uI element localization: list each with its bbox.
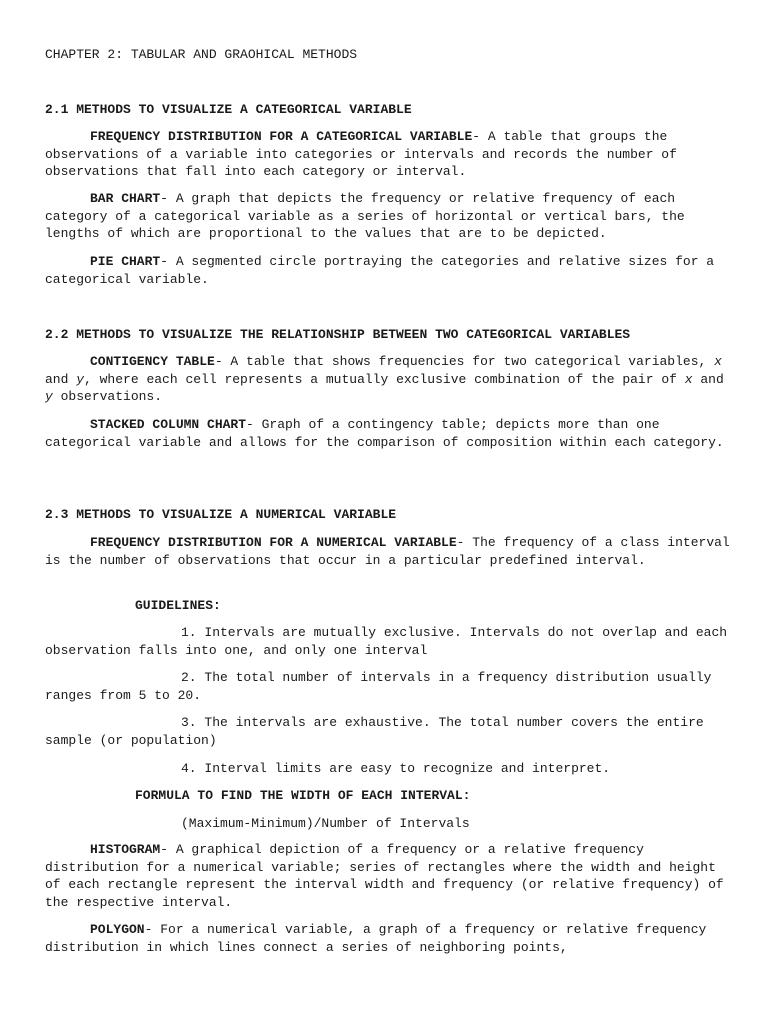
definition-contingency-table-part-2: , where each cell represents a mutually exclusive combination of the pair of [84, 371, 685, 387]
guideline-text-1: 1. Intervals are mutually exclusive. Intervals do not overlap and each observation falls into one, and only one interval [45, 625, 728, 658]
formula-label: FORMULA TO FIND THE WIDTH OF EACH INTERVAL: [135, 788, 471, 803]
definition-stacked-column-chart: - Graph of a contingency table; depicts more than one categorical variable and allows for the comparison of composition within each category. [45, 417, 724, 450]
term-frequency-distribution-categorical: FREQUENCY DISTRIBUTION FOR A CATEGORICAL VARIABLE [90, 129, 473, 144]
definition-contingency-table-part-3: observations. [52, 389, 163, 404]
guidelines-label: GUIDELINES: [135, 598, 221, 613]
definition-pie-chart: - A segmented circle portraying the categories and relative sizes for a categorical variable. [45, 254, 715, 287]
guideline-item-4: 4. Interval limits are easy to recognize and interpret. [181, 761, 611, 776]
term-stacked-column-chart: STACKED COLUMN CHART [90, 417, 247, 432]
term-pie-chart: PIE CHART [90, 254, 161, 269]
definition-frequency-distribution-numerical: - The frequency of a class interval is the number of observations that occur in a particular predefined interval. [45, 535, 730, 568]
paragraph-polygon [45, 921, 735, 956]
variable-y-second: y [45, 389, 53, 404]
definition-bar-chart: - A graph that depicts the frequency or relative frequency of each category of a categorical variable as a series of horizontal or vertical bars, the lengths of which are proportional to the values that are to be depicted. [45, 191, 685, 241]
paragraph-stacked-column-chart [45, 416, 735, 451]
paragraph-frequency-distribution-numerical [45, 534, 735, 569]
guideline-item-3 [45, 714, 735, 749]
paragraph-pie-chart [45, 253, 735, 288]
term-histogram: HISTOGRAM [90, 842, 161, 857]
term-frequency-distribution-numerical: FREQUENCY DISTRIBUTION FOR A NUMERICAL VARIABLE [90, 535, 457, 550]
paragraph-histogram [45, 841, 735, 911]
term-bar-chart: BAR CHART [90, 191, 161, 206]
conjunction-and: and [45, 371, 77, 387]
variable-x: x [714, 354, 722, 369]
term-polygon: POLYGON [90, 922, 145, 937]
guideline-text-3: 3. The intervals are exhaustive. The total number covers the entire sample (or population) [45, 715, 704, 748]
definition-contingency-table-part-1: - A table that shows frequencies for two categorical variables, [214, 354, 715, 369]
guideline-text-2: 2. The total number of intervals in a frequency distribution usually ranges from 5 to 20. [45, 670, 712, 703]
section-2-2-heading: 2.2 METHODS TO VISUALIZE THE RELATIONSHIP BETWEEN TWO CATEGORICAL VARIABLES [45, 327, 631, 342]
guideline-item-1 [45, 624, 735, 659]
section-2-3-heading: 2.3 METHODS TO VISUALIZE A NUMERICAL VARIABLE [45, 507, 397, 522]
paragraph-frequency-distribution-categorical [45, 128, 735, 181]
definition-frequency-distribution-categorical: - A table that groups the observations of a variable into categories or intervals and records the number of observations that fall into each category or interval. [45, 129, 677, 179]
definition-polygon: - For a numerical variable, a graph of a frequency or relative frequency distribution in which lines connect a series of neighboring points, [45, 922, 707, 955]
section-2-1-heading: 2.1 METHODS TO VISUALIZE A CATEGORICAL VARIABLE [45, 102, 412, 117]
definition-histogram: - A graphical depiction of a frequency or a relative frequency distribution for a numerical variable; series of rectangles where the width and height of each rectangle represent the interval width and frequency (or relative frequency) of the respective interval. [45, 842, 724, 910]
variable-y: y [76, 371, 85, 387]
variable-x-second: x [684, 371, 693, 387]
conjunction-and-second: and [692, 371, 724, 387]
interval-width-formula: (Maximum-Minimum)/Number of Intervals [181, 816, 470, 831]
paragraph-bar-chart [45, 190, 735, 243]
paragraph-contingency-table [45, 353, 735, 406]
term-contingency-table: CONTIGENCY TABLE [90, 354, 215, 369]
guideline-item-2 [45, 669, 735, 704]
chapter-title: CHAPTER 2: TABULAR AND GRAOHICAL METHODS [45, 47, 358, 62]
